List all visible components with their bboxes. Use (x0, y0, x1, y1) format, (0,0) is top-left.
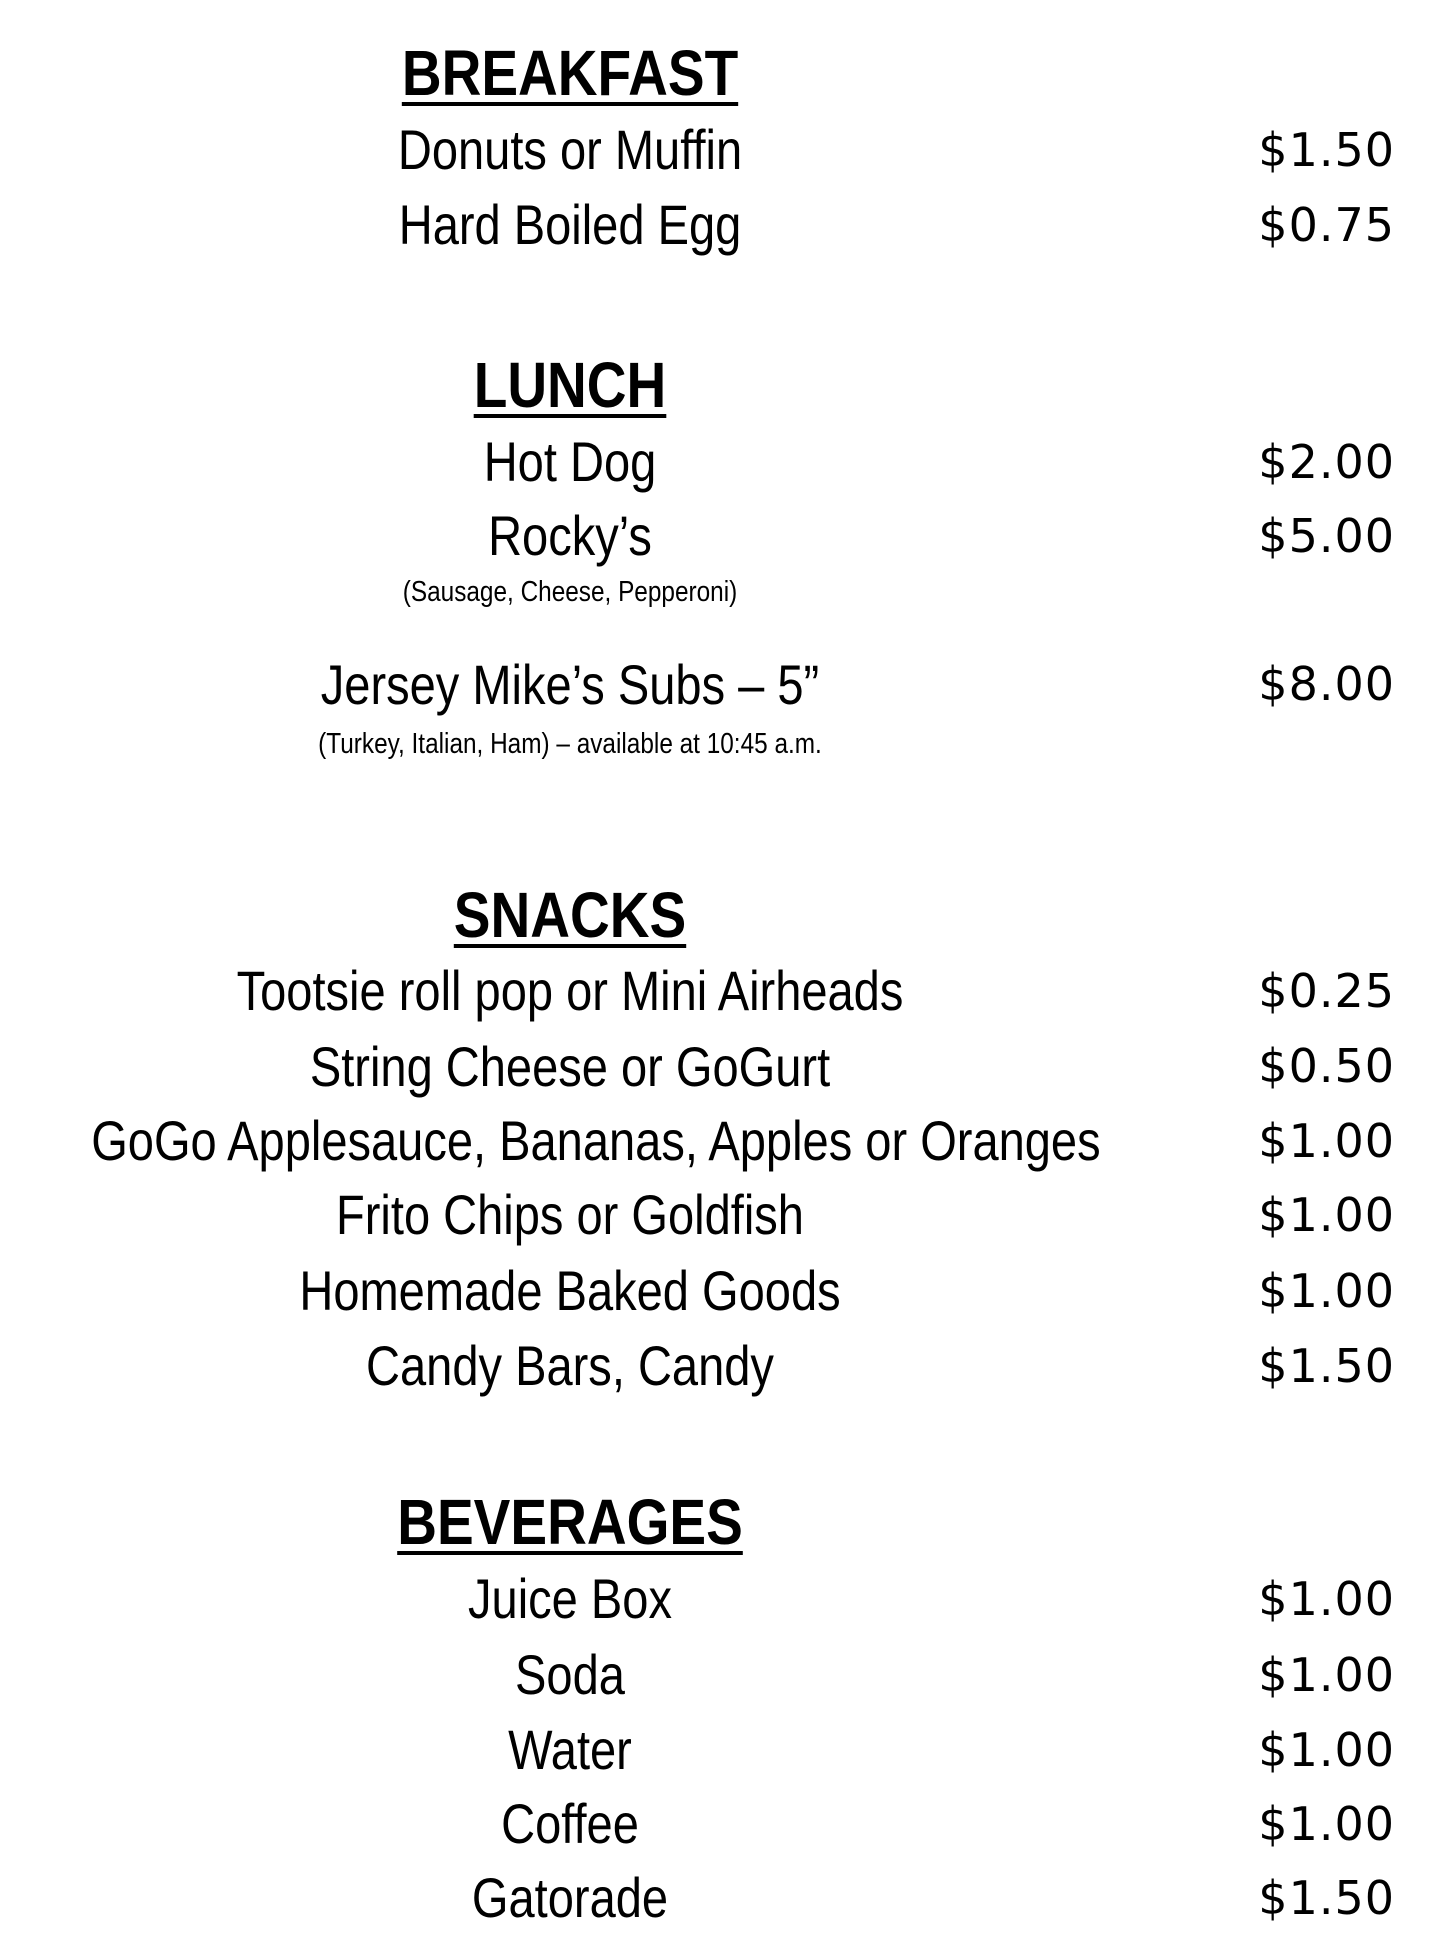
price-gogo-applesauce: $1.00 (1258, 1114, 1395, 1168)
menu-item-coffee: Coffee (501, 1792, 639, 1855)
menu-item-rockys: Rocky’s (488, 504, 652, 567)
menu-item-water: Water (508, 1718, 632, 1781)
menu-item-frito-chips: Frito Chips or Goldfish (336, 1183, 804, 1246)
price-coffee: $1.00 (1258, 1797, 1395, 1851)
price-donuts-or-muffin: $1.50 (1258, 123, 1395, 177)
section-heading-lunch: LUNCH (473, 349, 667, 421)
price-candy-bars: $1.50 (1258, 1339, 1395, 1393)
price-tootsie-roll-pop: $0.25 (1258, 964, 1395, 1018)
price-hot-dog: $2.00 (1258, 435, 1395, 489)
menu-item-note-jersey-mikes-subs: (Turkey, Italian, Ham) – available at 10:45 a.m. (318, 728, 822, 760)
menu-item-note-rockys: (Sausage, Cheese, Pepperoni) (402, 576, 738, 608)
price-string-cheese: $0.50 (1258, 1039, 1395, 1093)
menu-item-homemade-baked-goods: Homemade Baked Goods (299, 1259, 841, 1322)
menu-item-juice-box: Juice Box (468, 1567, 672, 1630)
price-water: $1.00 (1258, 1723, 1395, 1777)
menu-item-tootsie-roll-pop: Tootsie roll pop or Mini Airheads (236, 959, 904, 1022)
price-jersey-mikes-subs: $8.00 (1258, 657, 1395, 711)
price-juice-box: $1.00 (1258, 1572, 1395, 1626)
price-gatorade: $1.50 (1258, 1871, 1395, 1925)
price-hard-boiled-egg: $0.75 (1258, 198, 1395, 252)
price-rockys: $5.00 (1258, 509, 1395, 563)
menu-item-string-cheese: String Cheese or GoGurt (309, 1035, 831, 1098)
menu-item-jersey-mikes-subs: Jersey Mike’s Subs – 5” (320, 653, 820, 716)
menu-item-candy-bars: Candy Bars, Candy (366, 1334, 774, 1397)
menu-item-gogo-applesauce: GoGo Applesauce, Bananas, Apples or Oranges (91, 1109, 1101, 1172)
section-heading-breakfast: BREAKFAST (401, 37, 739, 109)
price-homemade-baked-goods: $1.00 (1258, 1264, 1395, 1318)
section-heading-snacks: SNACKS (453, 879, 687, 951)
menu-item-hard-boiled-egg: Hard Boiled Egg (398, 193, 742, 256)
menu-item-soda: Soda (515, 1643, 625, 1706)
menu-item-hot-dog: Hot Dog (483, 430, 657, 493)
price-soda: $1.00 (1258, 1648, 1395, 1702)
price-frito-chips: $1.00 (1258, 1188, 1395, 1242)
section-heading-beverages: BEVERAGES (397, 1486, 743, 1558)
menu-item-gatorade: Gatorade (471, 1866, 669, 1929)
menu-item-donuts-or-muffin: Donuts or Muffin (397, 118, 743, 181)
